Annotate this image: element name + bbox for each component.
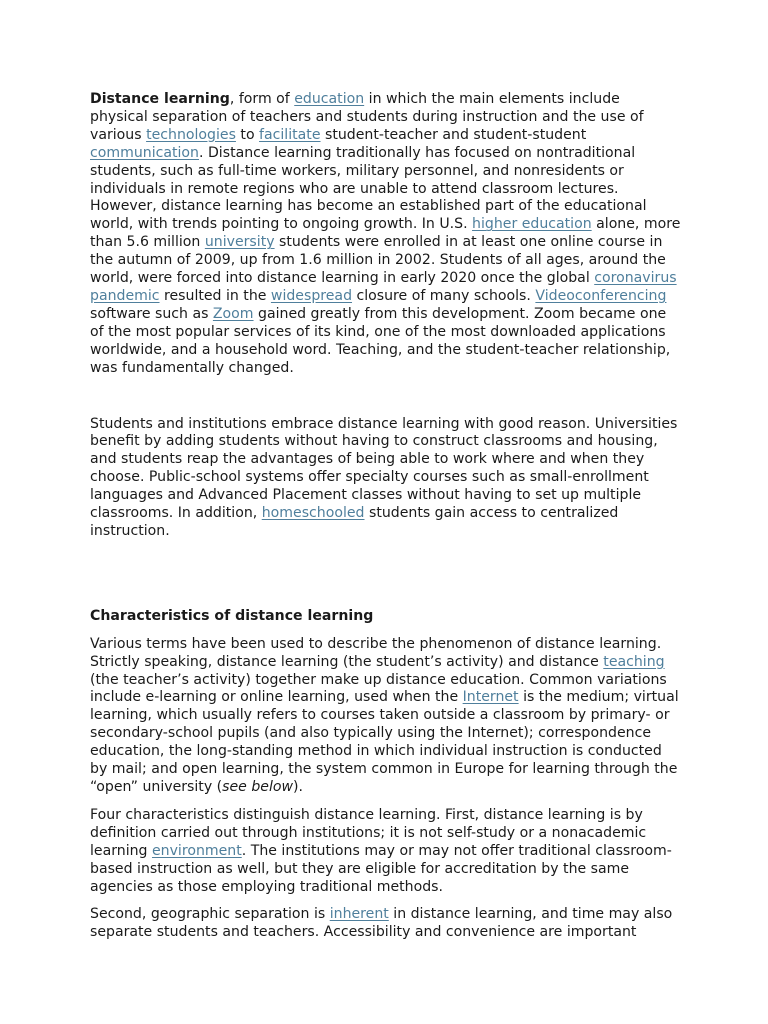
text-segment: Various terms have been used to describe the phenomenon of distance learning. Strictly speaking, distance learning (the student’s activity) and distance [90,635,662,670]
text-segment: alone, more than 5.6 million [90,216,681,251]
link-videoconferencing[interactable]: Videoconferencing [535,287,667,304]
link-internet[interactable]: Internet [462,689,519,706]
text-segment: software such as [90,305,213,322]
link-facilitate[interactable]: facilitate [259,126,321,143]
text-segment: Second, geographic separation is [90,906,330,923]
link-environment[interactable]: environment [151,842,242,859]
link-higher-education[interactable]: higher education [472,216,592,233]
text-segment: , form of [229,91,295,107]
paragraph-benefits [90,416,682,541]
link-homeschooled[interactable]: homeschooled [261,505,365,522]
term-distance-learning: Distance learning [90,91,230,107]
section-heading: Characteristics of distance learning [90,607,374,624]
text-segment: ). [293,779,303,795]
text-segment: to [235,126,260,143]
text-segment: in distance learning, and time may also separate students and teachers. Accessibility and convenience are important [90,906,673,941]
text-segment: in which the main elements include physical separation of teachers and students during instruction and the use of various [90,91,644,143]
document-page [90,91,682,942]
text-segment: gained greatly from this development. Zoom became one of the most popular services of its kind, one of the most downloaded applications worldwide, and a household word. Teaching, and the student-teacher relationship, was fundamentally changed. [90,305,671,376]
text-segment: student-teacher and student-student [320,126,587,143]
paragraph-intro [90,91,682,378]
link-inherent[interactable]: inherent [329,906,389,923]
text-segment: . Distance learning traditionally has focused on nontraditional students, such as full-time workers, military personnel, and nonresidents or individuals in remote regions who are unable to attend classroom lectures. However, distance learning has become an established part of the educational world, with trends pointing to ongoing growth. In U.S. [90,144,647,233]
text-segment: (the teacher’s activity) together make up distance education. Common variations include e-learning or online learning, used when the [90,671,667,706]
link-teaching[interactable]: teaching [603,653,665,670]
link-communication[interactable]: communication [90,144,199,161]
text-segment: . The institutions may or may not offer traditional classroom-based instruction as well, but they are eligible for accreditation by the same agencies as those employing traditional methods. [90,842,672,895]
link-university[interactable]: university [204,234,275,251]
text-segment: students were enrolled in at least one online course in the autumn of 2009, up from 1.6 million in 2002. Students of all ages, around the world, were forced into distance learning in early 2020 once the global [90,234,666,287]
link-zoom[interactable]: Zoom [212,305,254,322]
paragraph-terms [90,636,682,797]
text-segment: is the medium; virtual learning, which usually refers to courses taken outside a classroom by primary- or secondary-school pupils (and also typically using the Internet); correspondence education, the long-standing method in which individual instruction is conducted by mail; and open learning, the system common in Europe for learning through the “open” university ( [90,689,679,795]
link-education[interactable]: education [294,91,365,107]
text-segment: closure of many schools. [352,287,536,304]
paragraph-characteristic-two [90,906,682,942]
text-segment: students gain access to centralized instruction. [90,505,619,539]
link-coronavirus-pandemic[interactable]: coronavirus pandemic [90,270,677,304]
text-segment: Four characteristics distinguish distance learning. First, distance learning is by definition carried out through institutions; it is not self-study or a nonacademic learning [90,806,647,859]
link-widespread[interactable]: widespread [270,287,353,304]
paragraph-characteristic-one [90,807,682,897]
text-see-below: see below [222,779,294,795]
link-technologies[interactable]: technologies [146,126,236,143]
text-segment: resulted in the [159,287,271,304]
text-segment: Students and institutions embrace distance learning with good reason. Universities benefit by adding students without having to construct classrooms and housing, and students reap the advantages of being able to work where and when they choose. Public-school systems offer specialty courses such as small-enrollment languages and Advanced Placement classes without having to set up multiple classrooms. In addition, [90,415,678,522]
